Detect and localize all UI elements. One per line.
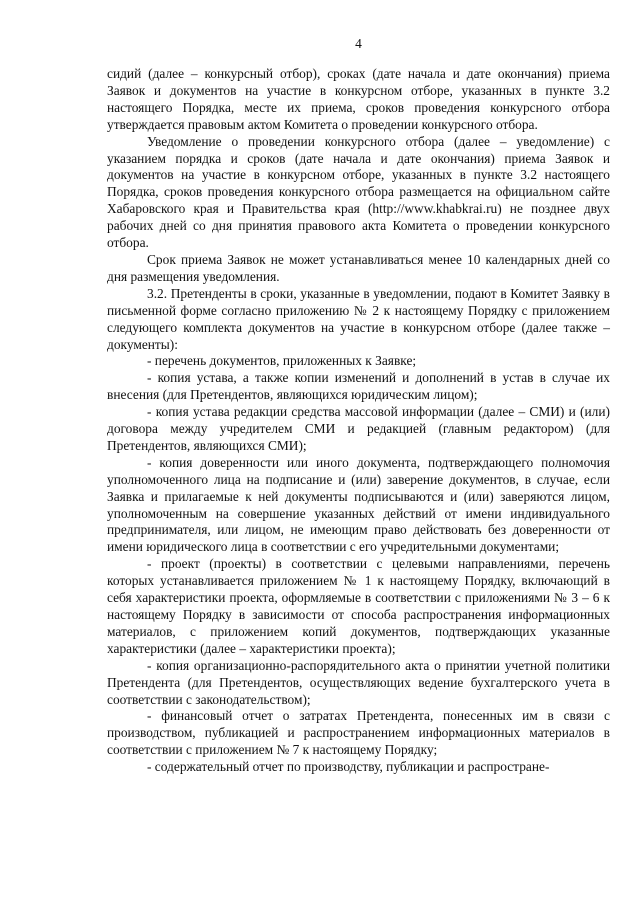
list-item: - копия организационно-распорядительного акта о принятии учетной политики Претендента (для Претендентов, осуществляющих ведение бухгалтерского учета в соответствии с законодательством); (107, 657, 610, 707)
list-item: - перечень документов, приложенных к Заявке; (147, 353, 417, 369)
document-page (107, 36, 610, 776)
list-item: - содержательный отчет по производству, публикации и распростране- (147, 759, 550, 775)
list-item: - копия устава редакции средства массовой информации (далее – СМИ) и (или) договора между учредителем СМИ и редакцией (главным редактором) (для Претендентов, являющихся СМИ); (107, 404, 610, 453)
list-item: - финансовый отчет о затратах Претендента, понесенных им в связи с производством, публикацией и распространением информационных материалов в соответствии с приложением № 7 к настоящему Порядку; (107, 708, 610, 758)
paragraph-deadline: Срок приема Заявок не может устанавливаться менее 10 календарных дней со дня размещения уведомления. (107, 251, 610, 284)
list-item: - проект (проекты) в соответствии с целевыми направлениями, перечень которых устанавливается приложением № 1 к настоящему Порядку, включающий в себя характеристики проекта, оформляемые в соответствии с приложениями № 3 – 6 к настоящему Порядку в зависимости от способа распространения информационных материалов, с приложением копий документов, подтверждающих указанные характеристики (далее – характеристики проекта); (107, 556, 610, 656)
paragraph-1: сидий (далее – конкурсный отбор), сроках (дате начала и дате окончания) приема Заявок и документов на участие в конкурсном отборе, указанных в пункте 3.2 настоящего Порядка, месте их приема, сроков проведения конкурсного отбора утверждается правовым актом Комитета о проведении конкурсного отбора. (107, 66, 610, 132)
page-number: 4 (355, 36, 362, 51)
list-item: - копия устава, а также копии изменений и дополнений в устав в случае их внесения (для Претендентов, являющихся юридическим лицом); (107, 370, 610, 403)
paragraph-3-2: 3.2. Претенденты в сроки, указанные в уведомлении, подают в Комитет Заявку в письменной форме согласно приложению № 2 к настоящему Порядку с приложением следующего комплекта документов на участие в конкурсном отборе (далее также – документы): (107, 285, 610, 352)
paragraph-notice: Уведомление о проведении конкурсного отбора (далее – уведомление) с указанием порядка и сроков (дате начала и дате окончания) приема Заявок и документов на участие в конкурсном отборе, указанных в пункте 3.2 настоящего Порядка, сроков проведения конкурсного отбора размещается на официальном сайте Хабаровского края и Правительства края (http://www.khabkrai.ru) не позднее двух рабочих дней со дня принятия правового акта Комитета о проведении конкурсного отбора. (107, 133, 610, 251)
list-item: - копия доверенности или иного документа, подтверждающего полномочия уполномоченного лица на подписание и (или) заверение документов, в случае, если Заявка и прилагаемые к ней документы подписываются и (или) заверяются лицом, уполномоченным на совершение указанных действий от имени индивидуального предпринимателя, или лицом, не имеющим право действовать без доверенности от имени юридического лица в соответствии с его учредительными документами; (107, 454, 610, 555)
